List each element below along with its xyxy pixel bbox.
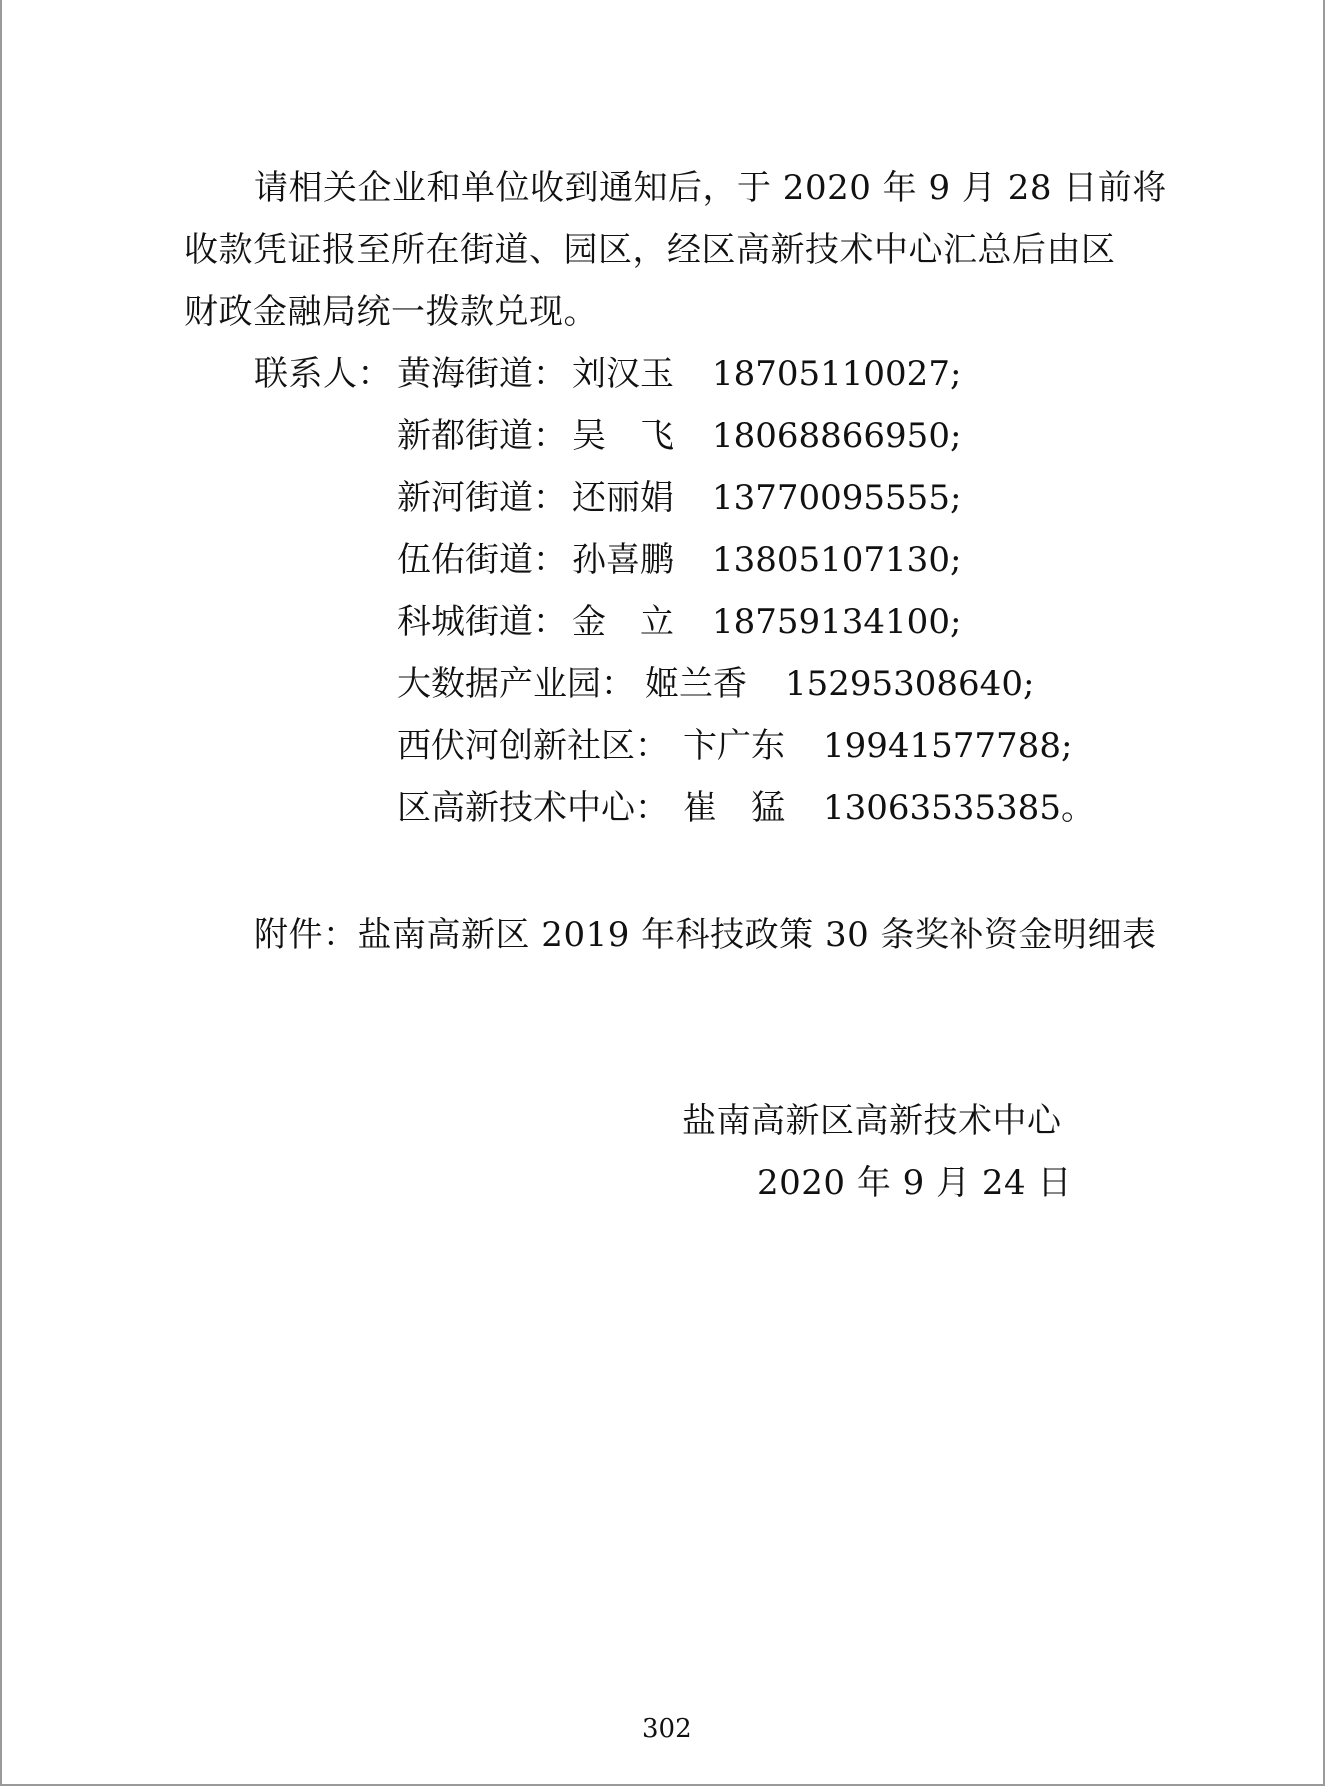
contact-row [397, 726, 1072, 766]
contact-org: 新都街道： [397, 416, 567, 456]
contact-phone: 13063535385。 [823, 788, 1095, 828]
contact-row [397, 540, 961, 580]
contact-phone: 19941577788; [823, 726, 1073, 766]
contact-phone: 13770095555; [712, 478, 962, 518]
contact-phone: 13805107130; [712, 540, 962, 580]
contact-org: 大数据产业园： [397, 664, 635, 704]
contact-name: 刘汉玉 [572, 354, 674, 394]
contact-name: 吴 飞 [572, 416, 674, 456]
page-number: 302 [642, 1714, 692, 1744]
contact-name: 孙喜鹏 [572, 540, 674, 580]
contact-org: 黄海街道： [397, 354, 567, 394]
contact-name: 姬兰香 [645, 664, 747, 704]
paragraph-line-3: 财政金融局统一拨款兑现。 [184, 292, 598, 332]
contact-phone: 18705110027; [712, 354, 962, 394]
paragraph-line-2: 收款凭证报至所在街道、园区，经区高新技术中心汇总后由区 [184, 230, 1116, 270]
contact-name: 崔 猛 [683, 788, 785, 828]
contact-row [397, 664, 1034, 704]
contact-name: 卞广东 [683, 726, 785, 766]
contact-org: 区高新技术中心： [397, 788, 669, 828]
contact-phone: 18759134100; [712, 602, 962, 642]
contact-phone: 18068866950; [712, 416, 962, 456]
contact-row [397, 478, 961, 518]
contacts-label: 联系人： [254, 354, 392, 394]
attachment-line: 附件：盐南高新区 2019 年科技政策 30 条奖补资金明细表 [254, 915, 1157, 955]
contact-name: 还丽娟 [572, 478, 674, 518]
contact-phone: 15295308640; [785, 664, 1035, 704]
contact-org: 科城街道： [397, 602, 567, 642]
contact-org: 新河街道： [397, 478, 567, 518]
contact-org: 伍佑街道： [397, 540, 567, 580]
contact-row [397, 416, 961, 456]
contact-row [397, 788, 1095, 828]
signature-date: 2020 年 9 月 24 日 [757, 1163, 1072, 1203]
contact-name: 金 立 [572, 602, 674, 642]
signature-organization: 盐南高新区高新技术中心 [682, 1101, 1062, 1141]
paragraph-line-1: 请相关企业和单位收到通知后，于 2020 年 9 月 28 日前将 [254, 168, 1167, 208]
contact-row [397, 354, 961, 394]
contact-row [397, 602, 961, 642]
contact-org: 西伏河创新社区： [397, 726, 669, 766]
